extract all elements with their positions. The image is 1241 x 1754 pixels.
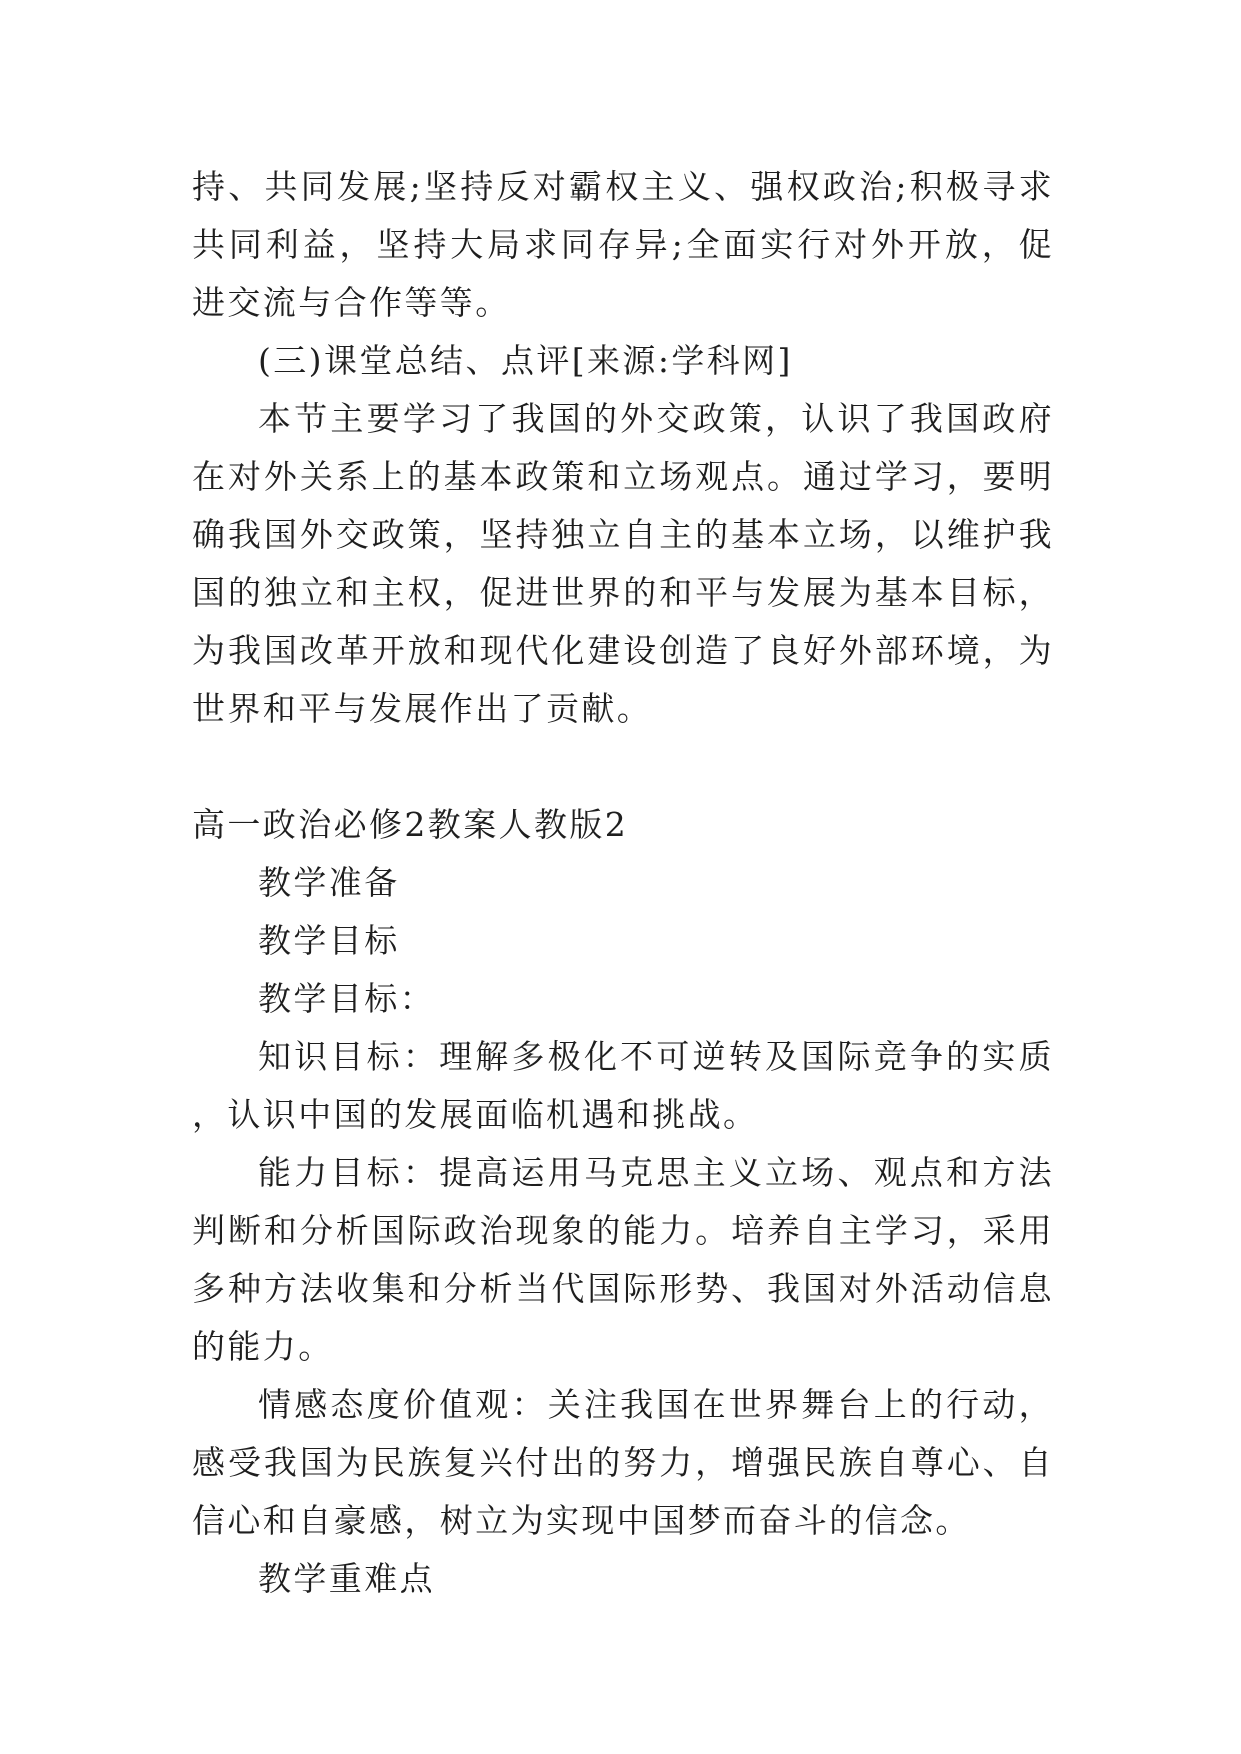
document-body (192, 158, 1054, 1608)
paragraph-summary-heading: (三)课堂总结、点评[来源:学科网] (258, 341, 793, 380)
heading-key-difficulties: 教学重难点 (258, 1559, 435, 1598)
paragraph-values-objective: 情感态度价值观：关注我国在世界舞台上的行动，感受我国为民族复兴付出的努力，增强民族自尊心、自信心和自豪感，树立为实现中国梦而奋斗的信念。 (192, 1385, 1054, 1540)
section-title: 高一政治必修2教案人教版2 (192, 805, 629, 844)
section-spacer (192, 738, 1054, 796)
paragraph-summary: 本节主要学习了我国的外交政策，认识了我国政府在对外关系上的基本政策和立场观点。通过学习，要明确我国外交政策，坚持独立自主的基本立场，以维护我国的独立和主权，促进世界的和平与发展为基本目标，为我国改革开放和现代化建设创造了良好外部环境，为世界和平与发展作出了贡献。 (192, 399, 1054, 728)
heading-teaching-objectives: 教学目标 (258, 921, 400, 960)
paragraph-ability-objective: 能力目标：提高运用马克思主义立场、观点和方法判断和分析国际政治现象的能力。培养自主学习，采用多种方法收集和分析当代国际形势、我国对外活动信息的能力。 (192, 1153, 1054, 1366)
paragraph-continuation: 持、共同发展;坚持反对霸权主义、强权政治;积极寻求共同利益，坚持大局求同存异;全面实行对外开放，促进交流与合作等等。 (192, 167, 1054, 322)
label-teaching-objectives: 教学目标： (258, 979, 435, 1018)
heading-teaching-preparation: 教学准备 (258, 863, 400, 902)
paragraph-knowledge-objective: 知识目标：理解多极化不可逆转及国际竞争的实质，认识中国的发展面临机遇和挑战。 (192, 1037, 1054, 1134)
